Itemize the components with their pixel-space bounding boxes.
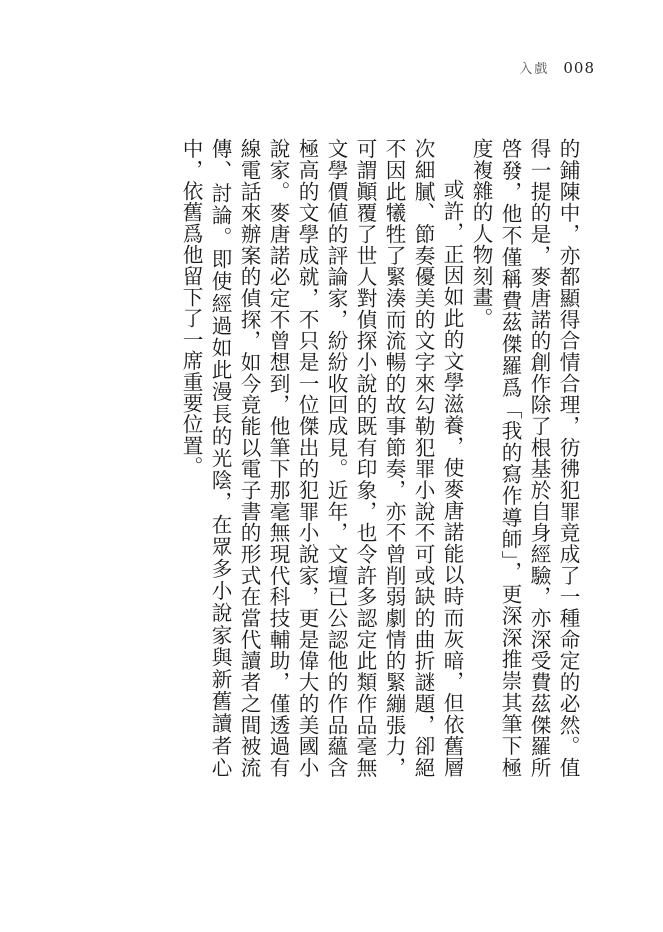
section-title: 入戲 — [519, 62, 550, 77]
paragraph-1: 的鋪陳中，亦都顯得合情合理，彷彿犯罪竟成了一種命定的必然。值得一提的是，麥唐諾的創作除了根基於自身經驗，亦深受費茲傑羅所啓發，他不僅稱費茲傑羅爲「我的寫作導師」，更深深推崇其筆下極度複雜的人物刻畫。 — [469, 138, 580, 778]
paragraph-2: 或許，正因如此的文學滋養，使麥唐諾能以時而灰暗，但依舊層次細膩、節奏優美的文字來勾勒犯罪小說不可或缺的曲折謎題，卻絕不因此犧牲了緊湊而流暢的故事節奏，亦不曾削弱劇情的緊繃張力，可謂顚覆了世人對偵探小說的既有印象，也令許多認定此類作品毫無文學價値的評論家，紛紛收回成見。近年，文壇已公認他的作品蘊含極高的文學成就，不只是一位傑出的犯罪小說家，更是偉大的美國小說家。麥唐諾必定不曾想到，他筆下那毫無現代科技輔助，僅透過有線電話來辦案的偵探，如今竟能以電子書的形式在當代讀者之間被流傳、討論。即使經過如此漫長的光陰，在眾多小說家與新舊讀者心中，依舊爲他留下了一席重要位置。 — [179, 138, 464, 778]
running-header — [519, 58, 595, 77]
page-number: 008 — [563, 59, 595, 77]
vertical-body-text — [179, 138, 582, 778]
